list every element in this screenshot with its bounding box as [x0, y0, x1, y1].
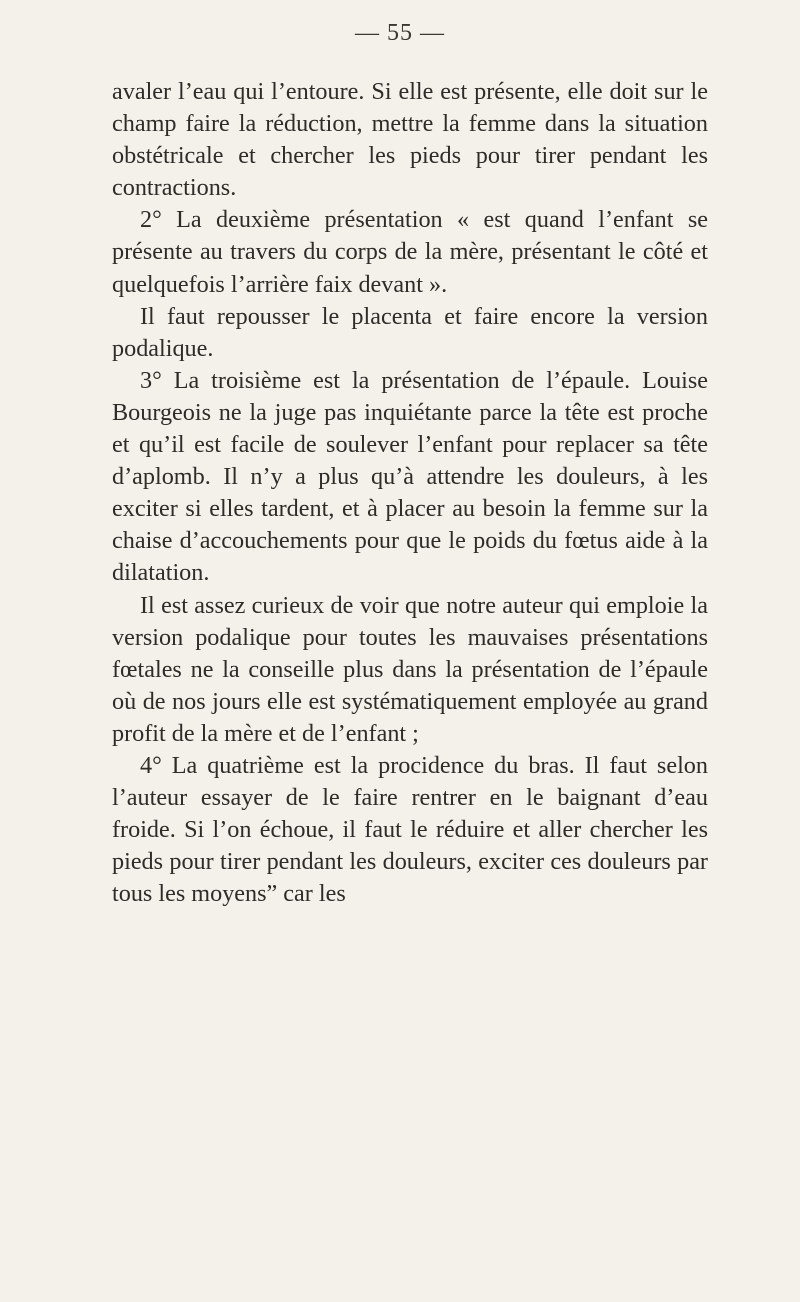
paragraph-5: Il est assez curieux de voir que notre auteur qui emploie la version podalique pour toutes les mauvaises présentations fœtales ne la conseille plus dans la présentation de l’épaule où de nos jours elle est systématiquement employée au grand profit de la mère et de l’enfant ; — [112, 591, 708, 747]
paragraph-3: Il faut repousser le placenta et faire encore la version podalique. — [112, 302, 708, 362]
paragraph-4: 3° La troisième est la présentation de l’épaule. Louise Bourgeois ne la juge pas inquiétante parce la tête est proche et qu’il est facile de soulever l’enfant pour replacer sa tête d’aplomb. Il n’y a plus qu’à attendre les douleurs, à les exciter si elles tardent, et à placer au besoin la femme sur la chaise d’accouchements pour que le poids du fœtus aide à la dilatation. — [112, 366, 708, 587]
paragraph-6: 4° La quatrième est la procidence du bras. Il faut selon l’auteur essayer de le faire rentrer en le baignant d’eau froide. Si l’on échoue, il faut le réduire et aller chercher les pieds pour tirer pendant les douleurs, exciter ces douleurs par tous les moyens” car les — [112, 751, 708, 908]
paragraph-2: 2° La deuxième présentation « est quand l’enfant se présente au travers du corps de la mère, présentant le côté et quelquefois l’arrière faix devant ». — [112, 206, 708, 298]
body-text — [112, 76, 708, 910]
paragraph-1: avaler l’eau qui l’entoure. Si elle est présente, elle doit sur le champ faire la réduction, mettre la femme dans la situation obstétricale et chercher les pieds pour tirer pendant les contractions. — [112, 78, 708, 202]
page-number: — 55 — — [355, 20, 445, 46]
